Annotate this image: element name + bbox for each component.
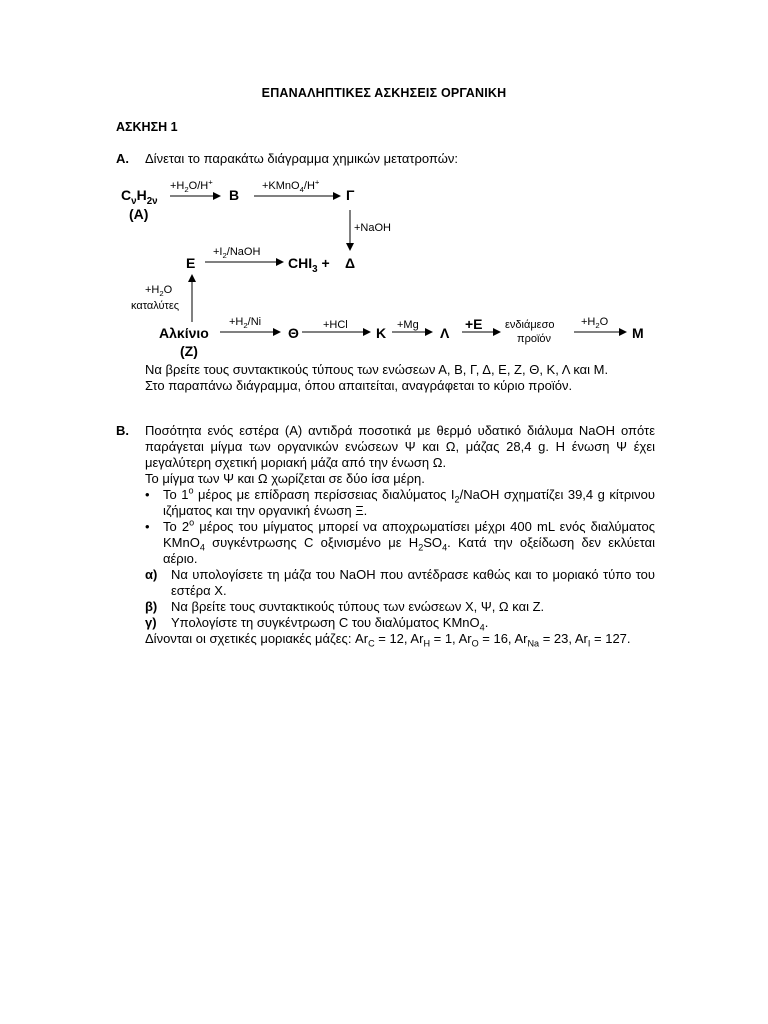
reagent-naoh: +NaOH (354, 222, 391, 234)
page-title: ΕΠΑΝΑΛΗΠΤΙΚΕΣ ΑΣΚΗΣΕΙΣ ΟΡΓΑΝΙΚΗ (261, 86, 507, 100)
reagent-kmno4-h: +KMnO$_4$/H+ (262, 177, 320, 195)
part-b-bullet-1: • Το $1^o$ μέρος με επίδραση περίσσειας διαλύματος $I_2$/NaOH σχηματίζει 39,4 g κίτρινου ιζήματος και την οργανική ένωση Ξ. (145, 485, 655, 518)
diagram-arrows (0, 0, 768, 380)
part-a-label: Α. (116, 151, 129, 166)
reagent-catalysts: καταλύτες (131, 300, 180, 312)
reagent-h2o: $+H_2O$ (145, 284, 173, 299)
compound-z-name: Αλκίνιο (159, 325, 209, 341)
bullet-dot: • (145, 519, 150, 534)
compound-lambda: Λ (440, 325, 450, 341)
reagent-h2o-h: $+H_2O/H^+$ (170, 177, 213, 195)
part-b-question-c: γ) Υπολογίστε τη συγκέντρωση C του διαλύματος KMnO$_4$. (145, 615, 489, 633)
compound-a-formula: $C_\nu H_{2\nu}$ (121, 187, 158, 207)
exercise-heading: ΑΣΚΗΣΗ 1 (116, 120, 178, 134)
part-b-bullet-2: • Το $2^o$ μέρος του μίγματος μπορεί να αποχρωματίσει μέχρι 400 mL ενός διαλύματος KMnO$_4$ συγκέντρωσης C οξινισμένο με $H_2SO_4$. Κατά την οξείδωση δεν εκλύεται αέριο. (145, 517, 655, 566)
intermediate-line-2: προϊόν (517, 333, 552, 345)
compound-z-label: (Ζ) (180, 343, 198, 359)
compound-delta: Δ (345, 255, 356, 271)
part-b-intro-1: Ποσότητα ενός εστέρα (Α) αντιδρά ποσοτικά με θερμό υδατικό διάλυμα NaOH οπότε παράγεται μίγμα των οργανικών ενώσεων Ψ και Ω, μάζας 28,4 g. Η ένωση Ψ έχει μεγαλύτερη σχετική μοριακή μάζα από την ένωση Ω. (145, 423, 655, 470)
product-chi3: $CHI_3$ + (288, 255, 330, 275)
part-b-masses: Δίνονται οι σχετικές μοριακές μάζες: $Ar_C = 12$, $Ar_H = 1$, $Ar_O = 16$, $Ar_{Na} = 23$, $Ar_I = 127$. (145, 631, 631, 649)
part-a-questions (145, 362, 655, 394)
part-a-question-2: Στο παραπάνω διάγραμμα, όπου απαιτείται, αναγράφεται το κύριο προϊόν. (145, 378, 573, 393)
bullet-dot: • (145, 487, 150, 502)
part-b-question-b: β) Να βρείτε τους συντακτικούς τύπους των ενώσεων Χ, Ψ, Ω και Ζ. (145, 599, 545, 614)
part-b-label: Β. (116, 423, 129, 438)
part-b-intro (145, 423, 655, 487)
reagent-h2o-2: $+H_2O$ (581, 316, 609, 331)
part-a-intro: Δίνεται το παρακάτω διάγραμμα χημικών μετατροπών: (145, 151, 458, 166)
compound-a-label: (Α) (129, 206, 149, 222)
compound-m: Μ (632, 325, 644, 341)
reagent-plus-e: +Ε (465, 316, 483, 332)
reagent-mg: +Mg (397, 319, 419, 331)
compound-b: Β (229, 187, 240, 203)
part-b-intro-2: Το μίγμα των Ψ και Ω χωρίζεται σε δύο ίσα μέρη. (145, 471, 425, 486)
reagent-h2-ni: $+H_2/Ni$ (229, 316, 262, 331)
compound-e: Ε (186, 255, 196, 271)
compound-k: Κ (376, 325, 387, 341)
compound-theta: Θ (288, 325, 299, 341)
reagent-i2-naoh: $+I_2$/NaOH (213, 246, 261, 261)
part-a-question-1: Να βρείτε τους συντακτικούς τύπους των ενώσεων Α, Β, Γ, Δ, Ε, Ζ, Θ, Κ, Λ και Μ. (145, 362, 609, 377)
compound-gamma: Γ (346, 187, 355, 203)
reagent-hcl: +HCl (323, 319, 348, 331)
part-b-question-a: α) Να υπολογίσετε τη μάζα του NaOH που αντέδρασε καθώς και το μοριακό τύπο του εστέρα Χ. (145, 567, 655, 598)
intermediate-line-1: ενδιάμεσο (505, 319, 555, 331)
